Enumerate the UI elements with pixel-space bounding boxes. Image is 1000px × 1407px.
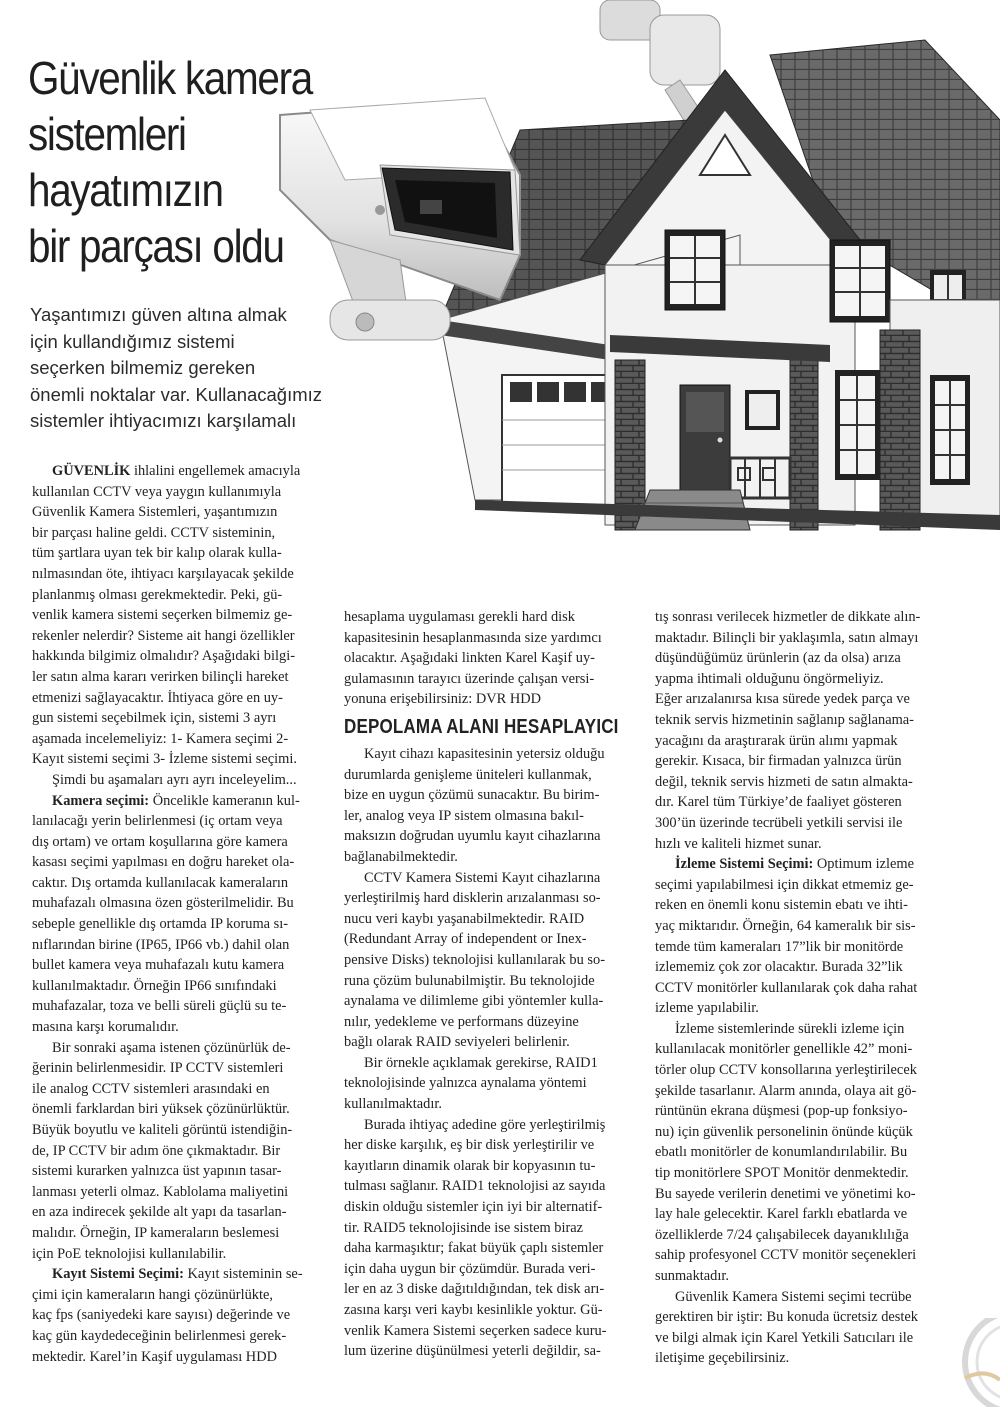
body-line: masına karşı korumalıdır.: [32, 1019, 179, 1036]
title-line: bir parçası oldu: [28, 220, 284, 272]
clipping-stamp: [955, 1318, 1000, 1407]
body-line: nıflarından birine (IP65, IP66 vb.) dahil olan: [32, 936, 290, 953]
body-line: değil, teknik servis hizmeti de satın almakta-: [655, 773, 913, 790]
body-line: Güvenlik Kamera Sistemi seçimi tecrübe: [675, 1288, 912, 1305]
body-line: Bir sonraki aşama istenen çözünürlük de-: [52, 1039, 291, 1056]
body-line: diskin olduğu sistemler için iyi bir alternatif-: [344, 1199, 603, 1216]
column-3: [655, 607, 965, 1369]
body-line: Eğer arızalanırsa kısa sürede yedek parça ve: [655, 691, 910, 708]
body-line: sistemi kurarken yalnızca üst yapının tasar-: [32, 1163, 282, 1180]
body-line: bağlanabilmektedir.: [344, 848, 458, 865]
body-line: kaç gün kaydedeceğinin belirlenmesi gerek-: [32, 1327, 287, 1344]
body-line: yerleştirilmiş hard disklerin arızalanması so-: [344, 890, 601, 907]
body-line: dış ortam) ve ortam koşullarına göre kamera: [32, 833, 288, 850]
body-line: bir parçası haline geldi. CCTV sisteminin,: [32, 524, 276, 541]
body-line: dır. Karel tüm Türkiye’de faaliyet gösteren: [655, 794, 902, 811]
body-line: kullanılan CCTV veya yaygın kullanımıyla: [32, 483, 282, 500]
body-line: ve bilgi almak için Karel Yetkili Satıcıları ile: [655, 1329, 914, 1346]
body-line: pensive Disks) teknolojisi kullanılarak bu so-: [344, 951, 605, 968]
body-line: lanılacağı yerin belirlenmesi (iç ortam veya: [32, 813, 283, 830]
body-line: izlememiz çok zor olacaktır. Burada 32”lik: [655, 959, 903, 976]
body-line: kullanılmaktadır. Örneğin IP66 sınıfındaki: [32, 977, 277, 994]
body-line: teknolojisinde yalnızca aynalama yöntemi: [344, 1075, 587, 1092]
body-line: iletişime geçebilirsiniz.: [655, 1350, 790, 1367]
body-line: venlik Kamera Sistemi seçerken sadece kuru-: [344, 1322, 607, 1339]
body-line: Bir örnekle açıklamak gerekirse, RAID1: [364, 1054, 598, 1071]
body-line: İzleme Sistemi Seçimi: Optimum izleme: [675, 856, 914, 873]
body-line: bullet kamera veya muhafazalı kutu kamera: [32, 957, 285, 974]
body-line: CCTV Kamera Sistemi Kayıt cihazlarına: [364, 869, 601, 886]
body-line: teknik servis hizmetinin sağlanıp sağlanama-: [655, 711, 914, 728]
body-line: için PoE teknolojisi kullanılabilir.: [32, 1245, 227, 1262]
title-line: Güvenlik kamera: [28, 52, 312, 104]
body-line: muhafazalar, toza ve belli süreli güçlü su te-: [32, 998, 287, 1015]
body-line: önemli farklardan biri yüksek çözünürlüktür.: [32, 1101, 290, 1118]
column-2: [344, 607, 640, 1362]
body-line: bağlı olarak RAID seviyeleri belirlenir.: [344, 1034, 570, 1051]
body-line: her diske karşılık, eş bir disk yerleştirilir ve: [344, 1137, 595, 1154]
body-line: gulamasının tarayıcı üzerinde çalışan versi-: [344, 670, 595, 687]
lead-word: Kamera seçimi:: [52, 792, 150, 809]
body-line: (Redundant Array of independent or Inex-: [344, 931, 587, 948]
body-line: ler satın alma kararı verirken bilinçli hareket: [32, 668, 289, 685]
body-line: reken en önemli konu sistemin ebatı ve ihti-: [655, 897, 908, 914]
body-line: CCTV monitörler kullanılarak çok daha rahat: [655, 979, 918, 996]
body-line: de, IP CCTV bir adım öne çıkmaktadır. Bir: [32, 1142, 281, 1159]
body-line: rüntünün ekrana düşmesi (pop-up fonksiyo-: [655, 1103, 908, 1120]
body-line: ğerinin belirlenmesidir. IP CCTV sistemleri: [32, 1060, 284, 1077]
body-line: bize en uygun çözümü sunacaktır. Bu birim-: [344, 787, 600, 804]
body-line: hakkında bilgimiz olmalıdır? Aşağıdaki bilgi-: [32, 648, 295, 665]
body-line: nu) için güvenlik personelinin önünde küçük: [655, 1123, 913, 1140]
body-line: yaç miktarıdır. Örneğin, 64 kameralık bir sis-: [655, 917, 916, 934]
body-line: Kayıt cihazı kapasitesinin yetersiz olduğu: [364, 745, 605, 762]
section-heading: DEPOLAMA ALANI HESAPLAYICI: [344, 715, 619, 738]
lede-line: seçerken bilmemiz gereken: [30, 357, 256, 378]
body-line: nılır, yedekleme ve performans düzeyine: [344, 1013, 579, 1030]
body-line: nucu veri kaybı yaşanabilmektedir. RAID: [344, 910, 585, 927]
window: [830, 240, 890, 322]
body-line: tış sonrası verilecek hizmetler de dikkate alın-: [655, 609, 921, 625]
body-line: Bu sayede verilerin denetimi ve yönetimi ko-: [655, 1185, 916, 1202]
lede-line: Yaşantımızı güven altına almak: [30, 304, 287, 325]
lede-line: önemli noktalar var. Kullanacağımız: [30, 383, 323, 405]
body-line: aynalama ve dilimleme gibi yöntemler kulla-: [344, 993, 604, 1010]
body-line: aşamada incelemeliyiz: 1- Kamera seçimi 2-: [32, 730, 289, 747]
title-line: sistemleri: [28, 108, 186, 160]
body-line: 300’ün üzerinde tecrübeli yetkili servisi ile: [655, 814, 903, 831]
body-line: yonuna erişebilirsiniz: DVR HDD: [344, 691, 542, 708]
body-line: izleme yapılabilir.: [655, 1000, 759, 1017]
body-line: kayıtların dinamik olarak bir kopyasının tu-: [344, 1157, 596, 1174]
body-line: runa çözüm bulunabilmiştir. Bu teknolojide: [344, 972, 595, 989]
body-line: Kayıt sistemi seçimi 3- İzleme sistemi seçimi.: [32, 751, 297, 768]
body-line: sunmaktadır.: [655, 1268, 729, 1284]
body-line: İzleme sistemlerinde sürekli izleme için: [675, 1020, 905, 1037]
body-line: gerekir. Kısaca, bir firmadan yalnızca ürün: [655, 753, 902, 770]
body-line: daha karmaşıktır; fakat büyük çaplı sistemler: [344, 1240, 604, 1257]
body-line: en aza indirecek şekilde alt yapı da tasarlan-: [32, 1204, 287, 1221]
body-line: Kamera seçimi: Öncelikle kameranın kul-: [52, 792, 300, 809]
body-line: seçimi yapılabilmesi için dikkat etmemiz ge-: [655, 876, 914, 893]
camera-house-illustration: [270, 0, 1000, 545]
body-line: özelliklerde 7/24 çalışabilecek dayanıklılığa: [655, 1226, 909, 1243]
body-line: nılmasından öte, ihtiyacı karşılayacak şekilde: [32, 565, 294, 582]
body-line: Büyük boyutlu ve kaliteli görüntü istendiğin-: [32, 1122, 293, 1138]
body-line: şekilde tasarlanır. Alarm anında, olaya ait gö-: [655, 1082, 917, 1099]
body-line: lum üzerine düşünülmesi yeterli değildir, sa-: [344, 1343, 601, 1360]
body-line: yapma ihtimali olduğunu öngörmeliyiz.: [655, 670, 884, 687]
body-line: kaç fps (saniyedeki kare sayısı) değerinde ve: [32, 1307, 291, 1324]
body-line: yacağını da araştırarak ürün alımı yapmak: [655, 732, 898, 749]
window: [835, 370, 880, 480]
body-line: maktadır. Bilinçli bir yaklaşımla, satın almayı: [655, 629, 919, 646]
lede-line: sistemler ihtiyacımızı karşılamalı: [30, 410, 297, 431]
body-line: kapasitesinin hesaplanmasında size yardımcı: [344, 629, 602, 646]
body-line: için daha uygun bir çözümdür. Burada veri-: [344, 1260, 596, 1277]
body-line: Güvenlik Kamera Sistemleri, yaşantımızın: [32, 504, 278, 521]
body-line: muhafazalı olmasına özen gösterilmelidir. Bu: [32, 895, 294, 912]
body-line: Burada ihtiyaç adedine göre yerleştirilmiş: [364, 1116, 606, 1133]
front-door: [680, 385, 730, 490]
body-line: gun sistemi seçebilmek için, sistemi 3 ayrı: [32, 710, 277, 727]
article-title: [28, 50, 310, 274]
body-line: Şimdi bu aşamaları ayrı ayrı inceleyelim...: [52, 771, 297, 788]
title-line: hayatımızın: [28, 164, 223, 216]
body-line: rekenler nelerdir? Sisteme ait hangi özellikler: [32, 627, 295, 644]
body-line: tulması sağlanır. RAID1 teknolojisi az sayıda: [344, 1178, 606, 1195]
body-line: mektedir. Karel’in Kaşif uygulaması HDD: [32, 1348, 277, 1365]
body-line: ebatlı monitörler de konumlandırılabilir. Bu: [655, 1144, 908, 1161]
window: [665, 230, 725, 310]
body-line: gerektiren bir iştir: Bu konuda ücretsiz destek: [655, 1309, 918, 1326]
body-line: ler en az 3 diske dağıtıldığından, tek disk arı-: [344, 1281, 605, 1298]
body-line: caktır. Dış ortamda kullanılacak kameraların: [32, 874, 289, 891]
body-line: hesaplama uygulaması gerekli hard disk: [344, 609, 575, 625]
column-1: [32, 461, 332, 1367]
body-line: törler olup CCTV konsollarına yerleştirilecek: [655, 1062, 917, 1079]
body-line: düşündüğümüz ürünlerin (az da olsa) arıza: [655, 650, 901, 667]
lead-word: Kayıt Sistemi Seçimi:: [52, 1266, 184, 1283]
body-line: maksızın doğrudan uyumlu kayıt cihazlarına: [344, 828, 601, 845]
body-line: kullanılmaktadır.: [344, 1096, 442, 1113]
lead-word: İzleme Sistemi Seçimi:: [675, 856, 814, 873]
body-line: lay hale gelecektir. Karel farklı ebatlarda ve: [655, 1206, 908, 1223]
body-line: malıdır. Örneğin, IP kameraların beslemesi: [32, 1224, 280, 1241]
body-line: tip monitörlere SPOT Monitör denmektedir.: [655, 1165, 909, 1182]
body-line: Kayıt Sistemi Seçimi: Kayıt sisteminin se-: [52, 1266, 303, 1283]
lead-word: GÜVENLİK: [52, 463, 131, 479]
lede-line: için kullandığımız sistemi: [30, 330, 235, 352]
body-line: sahip profesyonel CCTV monitör seçenekleri: [655, 1247, 917, 1264]
body-line: venlik kamera sistemi seçerken bilmemiz ge-: [32, 607, 293, 624]
body-line: ler, analog veya IP sistem olmasına bakıl-: [344, 807, 584, 824]
body-line: olacaktır. Aşağıdaki linkten Karel Kaşif uy-: [344, 650, 595, 667]
window: [930, 375, 970, 485]
body-line: lanması yeterli olmaz. Kablolama maliyetini: [32, 1183, 289, 1200]
body-line: tüm şartlara uyan tek bir kalıp olarak kulla-: [32, 545, 282, 562]
body-line: GÜVENLİK ihlalini engellemek amacıyla: [52, 463, 301, 479]
body-line: çimi için kameraların hangi çözünürlükte,: [32, 1286, 273, 1303]
garage-door: [502, 375, 614, 505]
body-line: durumlarda genişleme üniteleri kullanmak,: [344, 766, 592, 783]
body-line: temde tüm kameraları 17”lik bir monitörde: [655, 938, 904, 955]
body-line: hızlı ve kaliteli hizmet sunar.: [655, 835, 822, 852]
body-line: etmenizi sağlayacaktır. İhtiyaca göre en uy-: [32, 689, 283, 706]
body-line: planlanmış olması gerekmektedir. Peki, gü-: [32, 586, 283, 603]
body-line: tir. RAID5 teknolojisinde ise sistem biraz: [344, 1219, 584, 1236]
body-line: kullanılacak monitörler genellikle 42” moni-: [655, 1041, 913, 1058]
body-line: ile analog CCTV sistemleri arasındaki en: [32, 1080, 270, 1097]
body-line: kasası seçimi yapılması en doğru hareket ola-: [32, 854, 295, 871]
body-line: sebeple genellikle dış ortamda IP koruma sı-: [32, 916, 289, 933]
body-line: zasına karşı veri kaybı kesinlikle yoktur. Gü-: [344, 1302, 603, 1318]
